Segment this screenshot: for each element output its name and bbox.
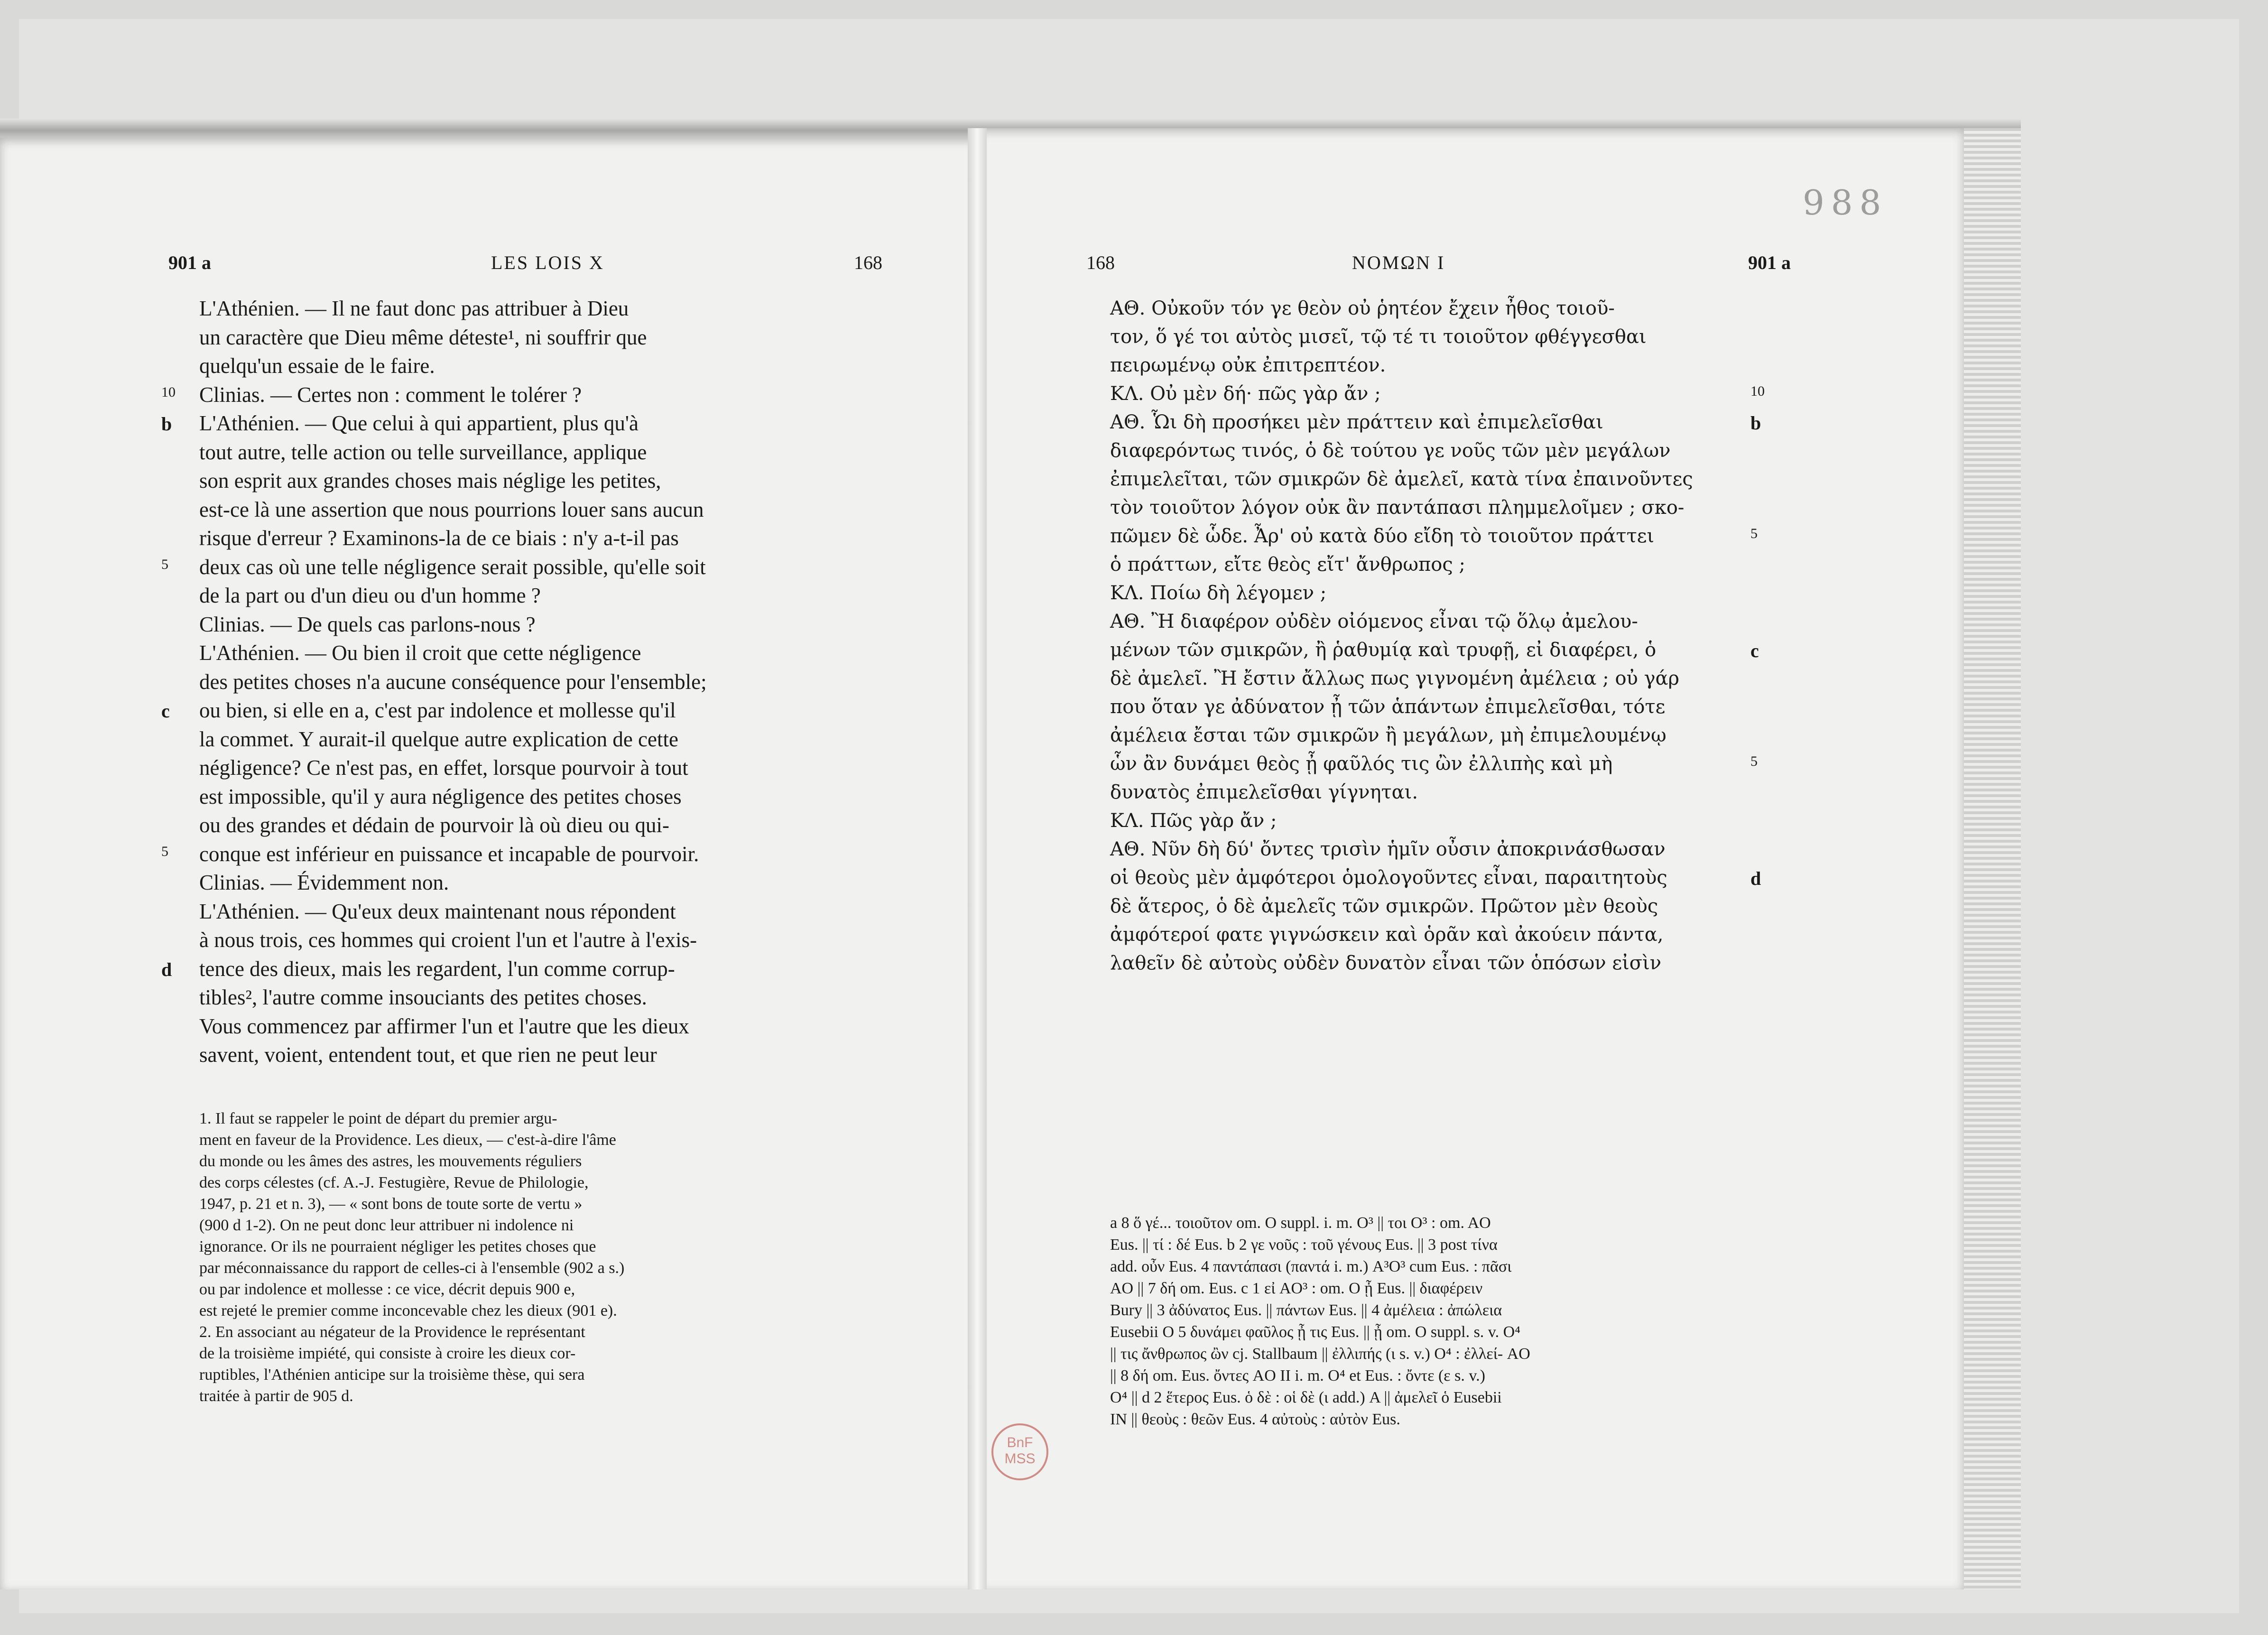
text-line: Vous commencez par affirmer l'un et l'autre que les dieux xyxy=(199,1014,689,1038)
margin-ref: 5 xyxy=(1750,526,1758,541)
apparatus-line: || τις ἄνθρωπος ὢν cj. Stallbaum || ἐλλιπής (ι s. v.) O⁴ : ἐλλεί- AO xyxy=(1110,1345,1530,1363)
text-line: négligence? Ce n'est pas, en effet, lorsque pourvoir à tout xyxy=(199,756,688,780)
text-line: ΑΘ. Οὐκοῦν τόν γε θεὸν οὐ ῥητέον ἔχειν ἦθος τοιοῦ- xyxy=(1110,297,1615,319)
margin-ref: d xyxy=(161,958,172,980)
text-line: δὲ ἅτερος, ὁ δὲ ἀμελεῖς τῶν σμικρῶν. Πρῶτον μὲν θεοὺς xyxy=(1110,895,1658,917)
margin-ref: 10 xyxy=(161,384,176,400)
text-line: des petites choses n'a aucune conséquence pour l'ensemble; xyxy=(199,669,707,694)
book-gutter xyxy=(968,128,987,1589)
right-page-number: 168 xyxy=(1086,252,1115,273)
right-body-text xyxy=(1110,294,1736,977)
text-line: ἐπιμελεῖται, τῶν σμικρῶν δὲ ἀμελεῖ, κατὰ τίνα ἐπαινοῦντες xyxy=(1110,468,1693,490)
text-line: la commet. Y aurait-il quelque autre explication de cette xyxy=(199,727,678,751)
text-line: à nous trois, ces hommes qui croient l'un et l'autre à l'exis- xyxy=(199,928,697,952)
apparatus-line: || 8 δή om. Eus. ὄντες AO II i. m. O⁴ et Eus. : ὄντε (ε s. v.) xyxy=(1110,1367,1485,1384)
margin-ref: c xyxy=(1750,640,1759,661)
text-line: δὲ ἀμελεῖ. Ἢ ἔστιν ἄλλως πως γιγνομένη ἀμέλεια ; οὐ γάρ xyxy=(1110,668,1680,689)
margin-ref: b xyxy=(1750,412,1761,434)
text-line: L'Athénien. — Il ne faut donc pas attribuer à Dieu xyxy=(199,297,629,320)
text-line: Clinias. — Évidemment non. xyxy=(199,871,449,894)
text-line: τὸν τοιοῦτον λόγον οὐκ ἂν παντάπασι πλημμελοῖμεν ; σκο- xyxy=(1110,497,1685,519)
text-line: μένων τῶν σμικρῶν, ἢ ῥαθυμίᾳ καὶ τρυφῇ, εἰ διαφέρει, ὁ xyxy=(1110,639,1657,661)
left-body-text xyxy=(199,294,887,1069)
text-line: quelqu'un essaie de le faire. xyxy=(199,354,435,378)
left-page-number: 168 xyxy=(854,252,882,273)
text-line: ΑΘ. Νῦν δὴ δύ' ὄντες τρισὶν ἡμῖν οὖσιν ἀποκρινάσθωσαν xyxy=(1110,838,1666,860)
text-line: ΚΛ. Οὐ μὲν δή· πῶς γὰρ ἄν ; xyxy=(1110,383,1381,405)
text-line: est-ce là une assertion que nous pourrions louer sans aucun xyxy=(199,497,704,521)
text-line: L'Athénien. — Que celui à qui appartient, plus qu'à xyxy=(199,411,639,435)
text-line: Clinias. — De quels cas parlons-nous ? xyxy=(199,612,536,636)
footnote-line: 1. Il faut se rappeler le point de départ du premier argu- xyxy=(199,1110,557,1127)
footnote-line: (900 d 1-2). On ne peut donc leur attribuer ni indolence ni xyxy=(199,1217,574,1234)
text-line: un caractère que Dieu même déteste¹, ni souffrir que xyxy=(199,325,647,349)
apparatus-line: O⁴ || d 2 ἕτερος Eus. ὁ δὲ : οἱ δὲ (ι add.) A || ἀμελεῖ ὁ Eusebii xyxy=(1110,1389,1502,1406)
text-line: son esprit aux grandes choses mais néglige les petites, xyxy=(199,469,661,492)
footnote-line: 2. En associant au négateur de la Providence le représentant xyxy=(199,1323,585,1341)
archive-number: 988 xyxy=(1803,183,1888,223)
text-line: tout autre, telle action ou telle surveillance, applique xyxy=(199,440,647,464)
footnote-line: de la troisième impiété, qui consiste à croire les dieux cor- xyxy=(199,1345,576,1362)
text-line: ΑΘ. Ὧι δὴ προσήκει μὲν πράττειν καὶ ἐπιμελεῖσθαι xyxy=(1110,411,1603,433)
apparatus-line: Bury || 3 ἀδύνατος Eus. || πάντων Eus. || 4 ἀμέλεια : ἀπώλεια xyxy=(1110,1301,1502,1319)
page-edges xyxy=(1964,128,2021,1589)
text-line: πειρωμένῳ οὐκ ἐπιτρεπτέον. xyxy=(1110,354,1386,376)
text-line: de la part ou d'un dieu ou d'un homme ? xyxy=(199,584,541,607)
text-line: τον, ὅ γέ τοι αὐτὸς μισεῖ, τῷ τέ τι τοιοῦτον φθέγγεσθαι xyxy=(1110,326,1647,348)
text-line: ou des grandes et dédain de pourvoir là où dieu ou qui- xyxy=(199,813,669,837)
left-section-ref: 901 a xyxy=(168,252,211,273)
footnote-line: 1947, p. 21 et n. 3), — « sont bons de toute sorte de vertu » xyxy=(199,1195,583,1213)
text-line: savent, voient, entendent tout, et que rien ne peut leur xyxy=(199,1043,657,1067)
text-line: tence des dieux, mais les regardent, l'un comme corrup- xyxy=(199,957,675,981)
text-line: διαφερόντως τινός, ὁ δὲ τούτου γε νοῦς τῶν μὲν μεγάλων xyxy=(1110,440,1671,462)
footnote-line: traitée à partir de 905 d. xyxy=(199,1387,353,1405)
apparatus-line: Eus. || τί : δέ Eus. b 2 γε νοῦς : τοῦ γένους Eus. || 3 post τίνα xyxy=(1110,1236,1498,1254)
text-line: ὧν ἂν δυνάμει θεὸς ᾖ φαῦλός τις ὢν ἐλλιπὴς καὶ μὴ xyxy=(1110,753,1613,775)
left-running-title: LES LOIS X xyxy=(491,252,604,273)
text-line: δυνατὸς ἐπιμελεῖσθαι γίγνηται. xyxy=(1110,781,1418,803)
text-line: ou bien, si elle en a, c'est par indolence et mollesse qu'il xyxy=(199,698,676,722)
footnote-line: ruptibles, l'Athénien anticipe sur la troisième thèse, qui sera xyxy=(199,1366,585,1384)
text-line: ΚΛ. Ποίω δὴ λέγομεν ; xyxy=(1110,582,1327,604)
text-line: ὁ πράττων, εἴτε θεὸς εἴτ' ἄνθρωπος ; xyxy=(1110,554,1465,576)
text-line: deux cas où une telle négligence serait possible, qu'elle soit xyxy=(199,555,706,579)
footnote-line: ignorance. Or ils ne pourraient négliger les petites choses que xyxy=(199,1238,596,1255)
text-line: ΑΘ. Ἢ διαφέρον οὐδὲν οἰόμενος εἶναι τῷ ὅλῳ ἀμελου- xyxy=(1110,611,1638,632)
text-line: Clinias. — Certes non : comment le tolérer ? xyxy=(199,382,582,407)
apparatus-line: a 8 ὅ γέ... τοιοῦτον om. O suppl. i. m. O³ || τοι O³ : om. AO xyxy=(1110,1214,1491,1232)
margin-ref: c xyxy=(161,700,170,722)
footnote-line: des corps célestes (cf. A.-J. Festugière, Revue de Philologie, xyxy=(199,1174,589,1191)
text-line: est impossible, qu'il y aura négligence des petites choses xyxy=(199,784,682,808)
margin-ref: b xyxy=(161,413,172,435)
apparatus-line: IN || θεοὺς : θεῶν Eus. 4 αὐτοὺς : αὐτὸν Eus. xyxy=(1110,1411,1400,1428)
text-line: πῶμεν δὲ ὧδε. Ἆρ' οὐ κατὰ δύο εἴδη τὸ τοιοῦτον πράττει xyxy=(1110,525,1655,547)
right-section-ref: 901 a xyxy=(1748,252,1791,273)
margin-ref: d xyxy=(1750,868,1761,889)
text-line: ἀμέλεια ἔσται τῶν σμικρῶν ἢ μεγάλων, μὴ ἐπιμελουμένῳ xyxy=(1110,725,1666,746)
text-line: ἀμφότεροί φατε γιγνώσκειν καὶ ὁρᾶν καὶ ἀκούειν πάντα, xyxy=(1110,924,1664,946)
right-apparatus xyxy=(1110,1212,1746,1431)
apparatus-line: Eusebii O 5 δυνάμει φαῦλος ᾖ τις Eus. || ᾖ om. O suppl. s. v. O⁴ xyxy=(1110,1323,1521,1341)
text-line: οἱ θεοὺς μὲν ἀμφότεροι ὁμολογοῦντες εἶναι, παραιτητοὺς xyxy=(1110,867,1667,889)
text-line: conque est inférieur en puissance et incapable de pourvoir. xyxy=(199,842,699,866)
apparatus-line: AO || 7 δή om. Eus. c 1 εἰ AO³ : om. O ᾖ Eus. || διαφέρειν xyxy=(1110,1280,1483,1297)
footnote-line: ou par indolence et mollesse : ce vice, décrit depuis 900 e, xyxy=(199,1281,575,1298)
margin-ref: 5 xyxy=(1750,753,1758,769)
text-line: risque d'erreur ? Examinons-la de ce biais : n'y a-t-il pas xyxy=(199,526,679,550)
text-line: L'Athénien. — Qu'eux deux maintenant nous répondent xyxy=(199,899,676,923)
library-stamp: BnF MSS xyxy=(991,1423,1048,1480)
footnote-line: est rejeté le premier comme inconcevable chez les dieux (901 e). xyxy=(199,1302,617,1319)
text-line: λαθεῖν δὲ αὐτοὺς οὐδὲν δυνατὸν εἶναι τῶν ὁπόσων εἰσὶν xyxy=(1110,952,1662,974)
margin-ref: 10 xyxy=(1750,383,1765,399)
text-line: που ὅταν γε ἀδύνατον ᾖ τῶν ἁπάντων ἐπιμελεῖσθαι, τότε xyxy=(1110,696,1666,718)
footnote-line: ment en faveur de la Providence. Les dieux, — c'est-à-dire l'âme xyxy=(199,1131,616,1149)
left-footnotes xyxy=(199,1108,892,1407)
text-line: L'Athénien. — Ou bien il croit que cette négligence xyxy=(199,641,641,665)
footnote-line: par méconnaissance du rapport de celles-ci à l'ensemble (902 a s.) xyxy=(199,1259,625,1277)
right-running-title: ΝΟΜΩΝ Ι xyxy=(1352,252,1445,273)
text-line: tibles², l'autre comme insouciants des petites choses. xyxy=(199,985,647,1009)
footnote-line: du monde ou les âmes des astres, les mouvements réguliers xyxy=(199,1152,582,1170)
margin-ref: 5 xyxy=(161,556,168,572)
margin-ref: 5 xyxy=(161,843,168,859)
apparatus-line: add. οὖν Eus. 4 παντάπασι (παντά i. m.) A³O³ cum Eus. : πᾶσι xyxy=(1110,1258,1512,1275)
text-line: ΚΛ. Πῶς γὰρ ἄν ; xyxy=(1110,810,1277,832)
